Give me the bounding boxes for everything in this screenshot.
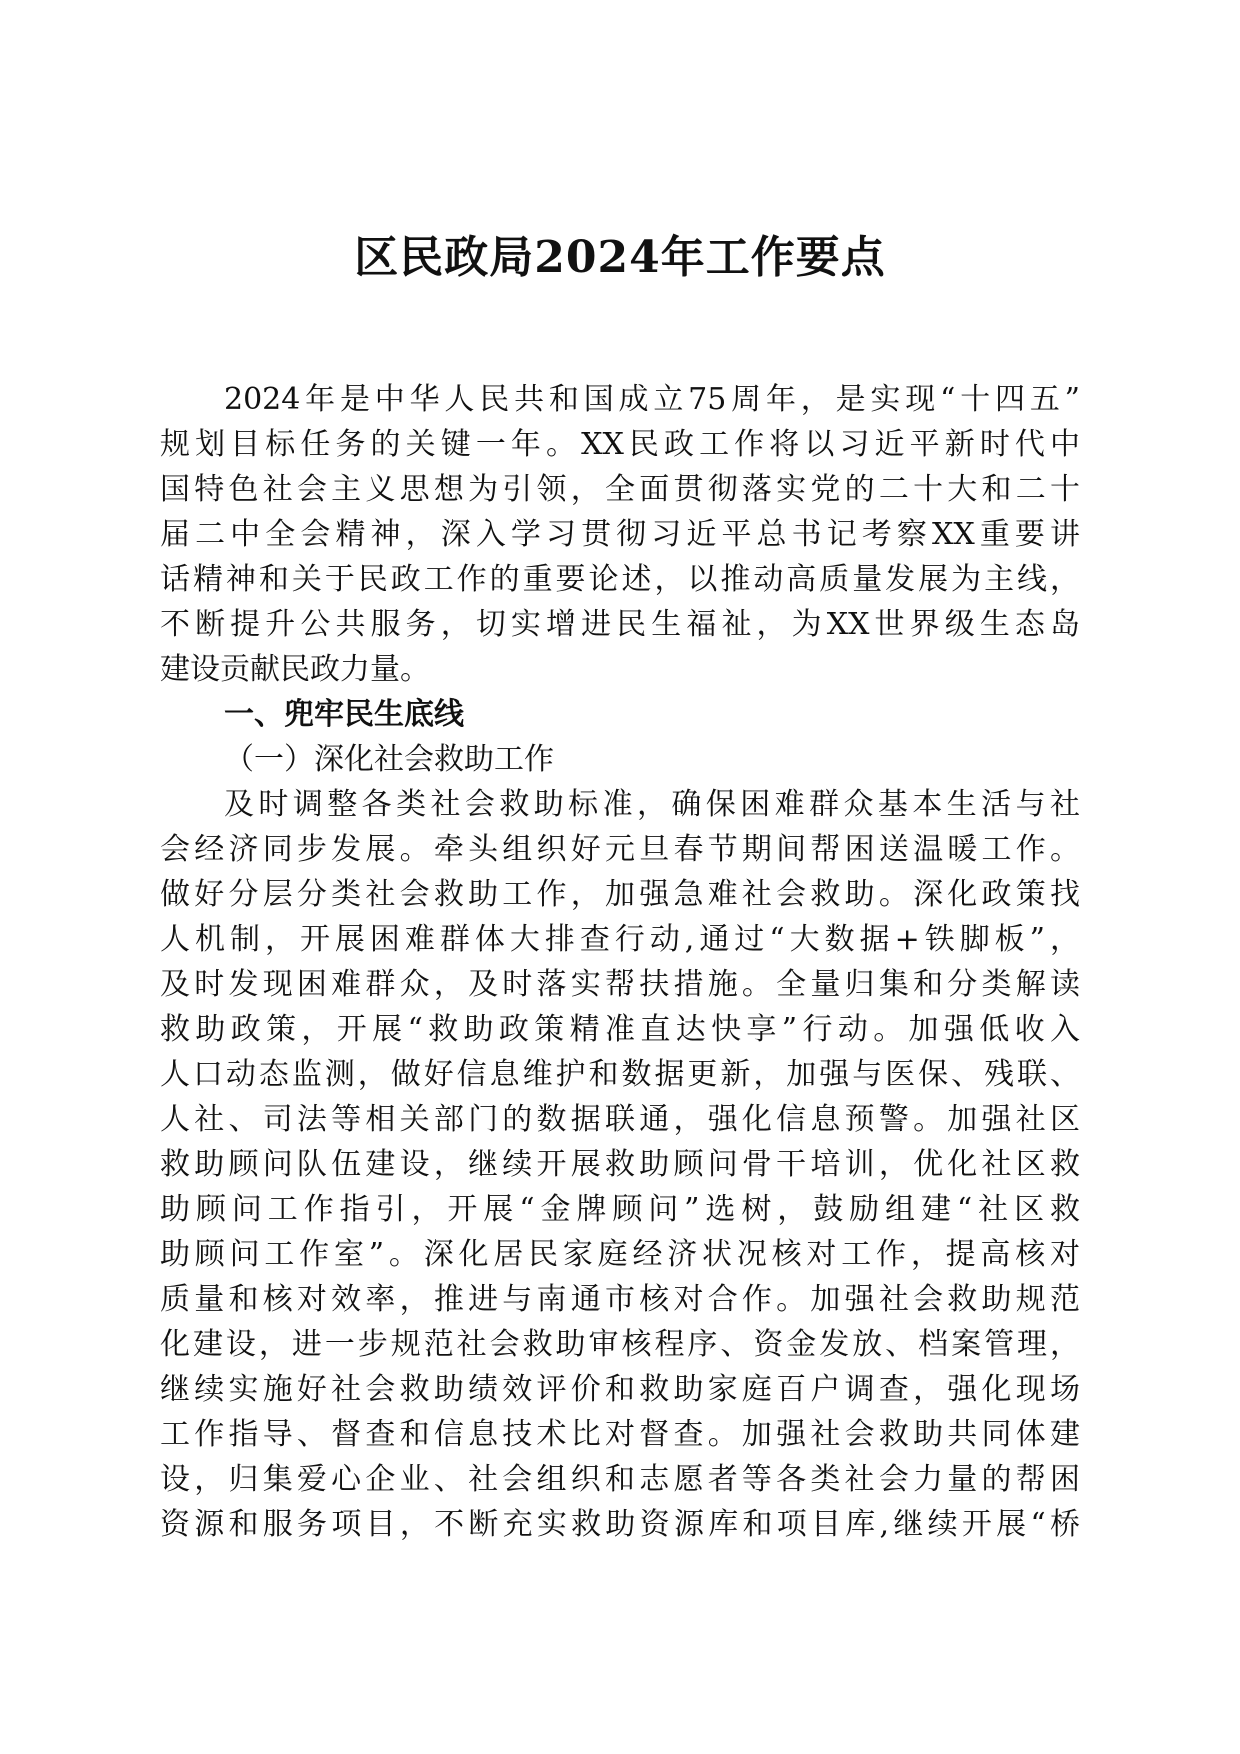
section-line: 救助政策，开展“救助政策精准直达快享”行动。加强低收入	[160, 1012, 1080, 1047]
document-body	[160, 377, 1080, 1547]
section-line: 做好分层分类社会救助工作，加强急难社会救助。深化政策找	[160, 877, 1080, 912]
intro-line: 不断提升公共服务，切实增进民生福祉，为XX世界级生态岛	[160, 607, 1080, 642]
section-line: 会经济同步发展。牵头组织好元旦春节期间帮困送温暖工作。	[160, 832, 1080, 867]
section-line: 及时调整各类社会救助标准，确保困难群众基本生活与社	[224, 787, 1080, 822]
section-line: 资源和服务项目，不断充实救助资源库和项目库,继续开展“桥	[160, 1507, 1080, 1542]
section-heading-2: （一）深化社会救助工作	[224, 742, 554, 777]
section-line: 人机制，开展困难群体大排查行动,通过“大数据+铁脚板”，	[160, 922, 1080, 957]
section-line: 人社、司法等相关部门的数据联通，强化信息预警。加强社区	[160, 1102, 1080, 1137]
intro-line: 国特色社会主义思想为引领，全面贯彻落实党的二十大和二十	[160, 472, 1080, 507]
intro-line: 规划目标任务的关键一年。XX民政工作将以习近平新时代中	[160, 427, 1080, 462]
section-line: 继续实施好社会救助绩效评价和救助家庭百户调查，强化现场	[160, 1372, 1080, 1407]
intro-line: 届二中全会精神，深入学习贯彻习近平总书记考察XX重要讲	[160, 517, 1080, 552]
section-line: 救助顾问队伍建设，继续开展救助顾问骨干培训，优化社区救	[160, 1147, 1080, 1182]
section-line: 助顾问工作指引，开展“金牌顾问”选树，鼓励组建“社区救	[160, 1192, 1080, 1227]
section-line: 化建设，进一步规范社会救助审核程序、资金发放、档案管理，	[160, 1327, 1080, 1362]
intro-line: 话精神和关于民政工作的重要论述，以推动高质量发展为主线，	[160, 562, 1080, 597]
intro-line: 2024年是中华人民共和国成立75周年，是实现“十四五”	[224, 382, 1080, 417]
section-heading-1: 一、兜牢民生底线	[224, 697, 464, 732]
section-line: 设，归集爱心企业、社会组织和志愿者等各类社会力量的帮困	[160, 1462, 1080, 1497]
intro-line: 建设贡献民政力量。	[160, 652, 430, 687]
section-line: 助顾问工作室”。深化居民家庭经济状况核对工作，提高核对	[160, 1237, 1080, 1272]
document-title: 区民政局2024年工作要点	[354, 232, 886, 283]
section-line: 人口动态监测，做好信息维护和数据更新，加强与医保、残联、	[160, 1057, 1080, 1092]
section-line: 质量和核对效率，推进与南通市核对合作。加强社会救助规范	[160, 1282, 1080, 1317]
section-line: 工作指导、督查和信息技术比对督查。加强社会救助共同体建	[160, 1417, 1080, 1452]
section-line: 及时发现困难群众，及时落实帮扶措施。全量归集和分类解读	[160, 967, 1080, 1002]
